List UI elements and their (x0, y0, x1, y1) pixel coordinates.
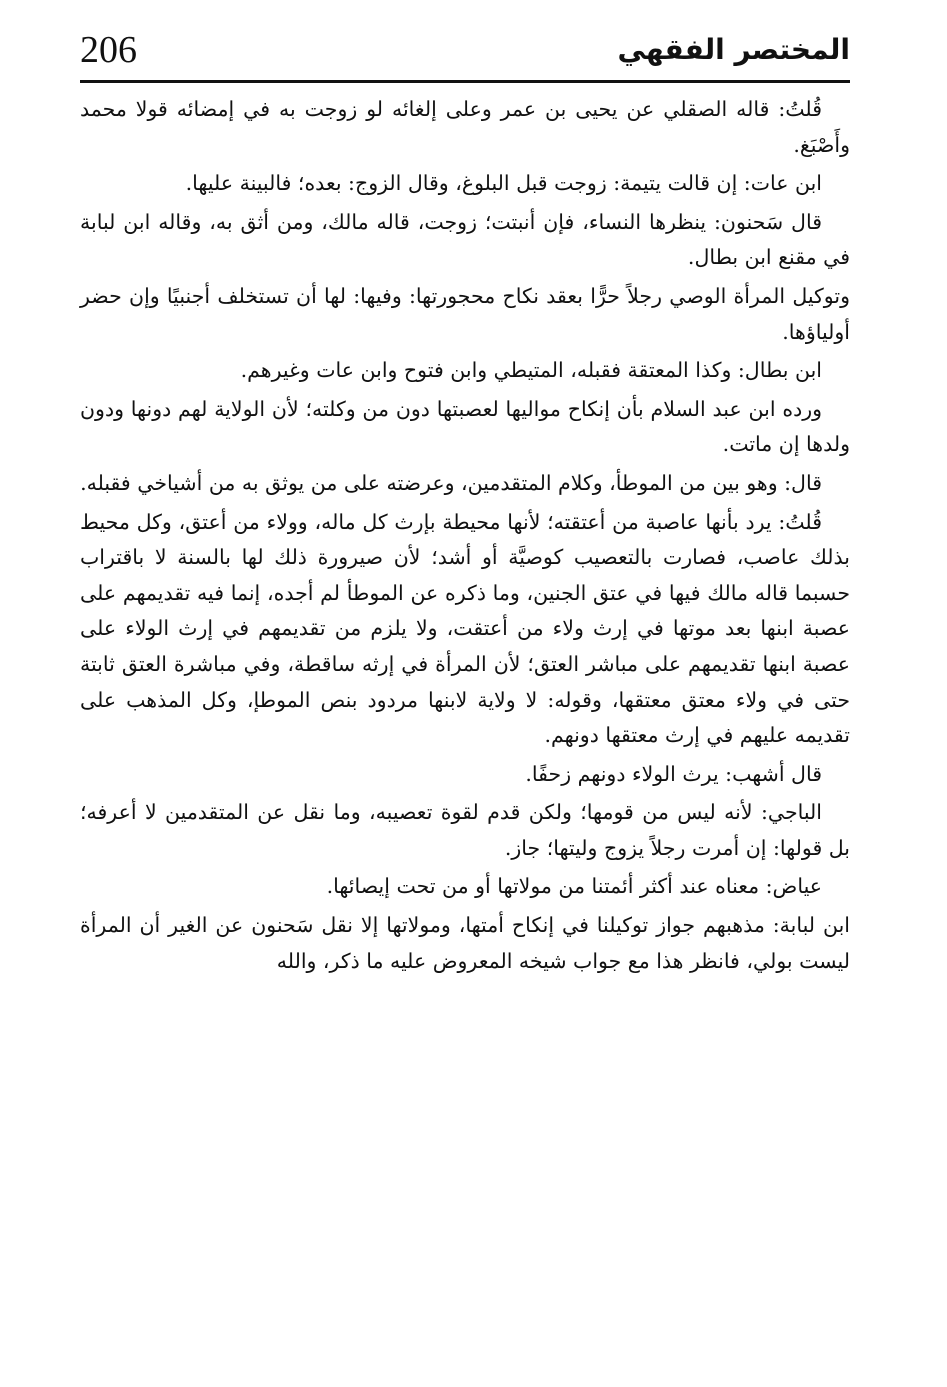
paragraph: عياض: معناه عند أكثر أئمتنا من مولاتها أو من تحت إيصائها. (326, 874, 822, 899)
paragraph: قال سَحنون: ينظرها النساء، فإن أنبتت؛ زوجت، قاله مالك، ومن أثق به، وقاله ابن لبابة في مقنع ابن بطال. (80, 209, 850, 270)
paragraph: وتوكيل المرأة الوصي رجلاً حرًّا بعقد نكاح محجورتها: وفيها: لها أن تستخلف أجنبيًا وإن حضر أولياؤها. (80, 283, 850, 344)
paragraph: قُلتُ: قاله الصقلي عن يحيى بن عمر وعلى إلغائه لو زوجت به في إمضائه قولا محمد وأَصْبَغ. (80, 97, 850, 157)
paragraph: ورده ابن عبد السلام بأن إنكاح مواليها لعصبتها دون من وكلته؛ لأن الولاية لهم دونها ودون ولدها إن ماتت. (80, 396, 850, 457)
paragraph: ابن عات: إن قالت يتيمة: زوجت قبل البلوغ، وقال الزوج: بعده؛ فالبينة عليها. (185, 171, 822, 196)
paragraph: ابن لبابة: مذهبهم جواز توكيلنا في إنكاح أمتها، ومولاتها إلا نقل سَحنون عن الغير أن المرأة ليست بولي، فانظر هذا مع جواب شيخه المعروض عليه ما ذكر، والله (80, 913, 850, 973)
header-rule (80, 80, 850, 83)
body-text (80, 92, 850, 982)
paragraph: الباجي: لأنه ليس من قومها؛ ولكن قدم لقوة تعصيبه، وما نقل عن المتقدمين لا أعرفه؛ بل قولها: إن أمرت رجلاً يزوج وليتها؛ جاز. (80, 800, 850, 860)
running-title: المختصر الفقهي (617, 33, 850, 66)
paragraph: قال: وهو بين من الموطأ، وكلام المتقدمين، وعرضته على من يوثق به من أشياخي فقبله. (80, 470, 822, 495)
page-header (80, 30, 850, 80)
paragraph: ابن بطال: وكذا المعتقة فقبله، المتيطي وابن فتوح وابن عات وغيرهم. (240, 358, 822, 383)
paragraph: قال أشهب: يرث الولاء دونهم زحفًا. (525, 761, 822, 786)
page-number: 206 (80, 29, 137, 71)
paragraph: قُلتُ: يرد بأنها عاصبة من أعتقته؛ لأنها محيطة بإرث كل ماله، وولاء من أعتق، وكل محيط بذلك عاصب، فصارت بالتعصيب كوصيَّة أو أشد؛ لأن صيرورة ذلك لها بالسنة لا باقتراب حسبما قاله مالك فيها في عتق الجنين، وما ذكره عن الموطأ لم أجده، إنما فيه تقديمهم على عصبة ابنها بعد موتها في إرث ولاء من أعتقت، ولا يلزم من تقديمهم في إرث الولاء على عصبة ابنها تقديمهم على مباشر العتق؛ لأن المرأة في إرثه ساقطة، وفي مباشرة العتق ثابتة حتى في ولاء معتق معتقها، وقوله: لا ولاية لابنها مردود بنص الموطإ، وكل المذهب على تقديمه عليهم في إرث معتقها دونهم. (80, 509, 850, 748)
